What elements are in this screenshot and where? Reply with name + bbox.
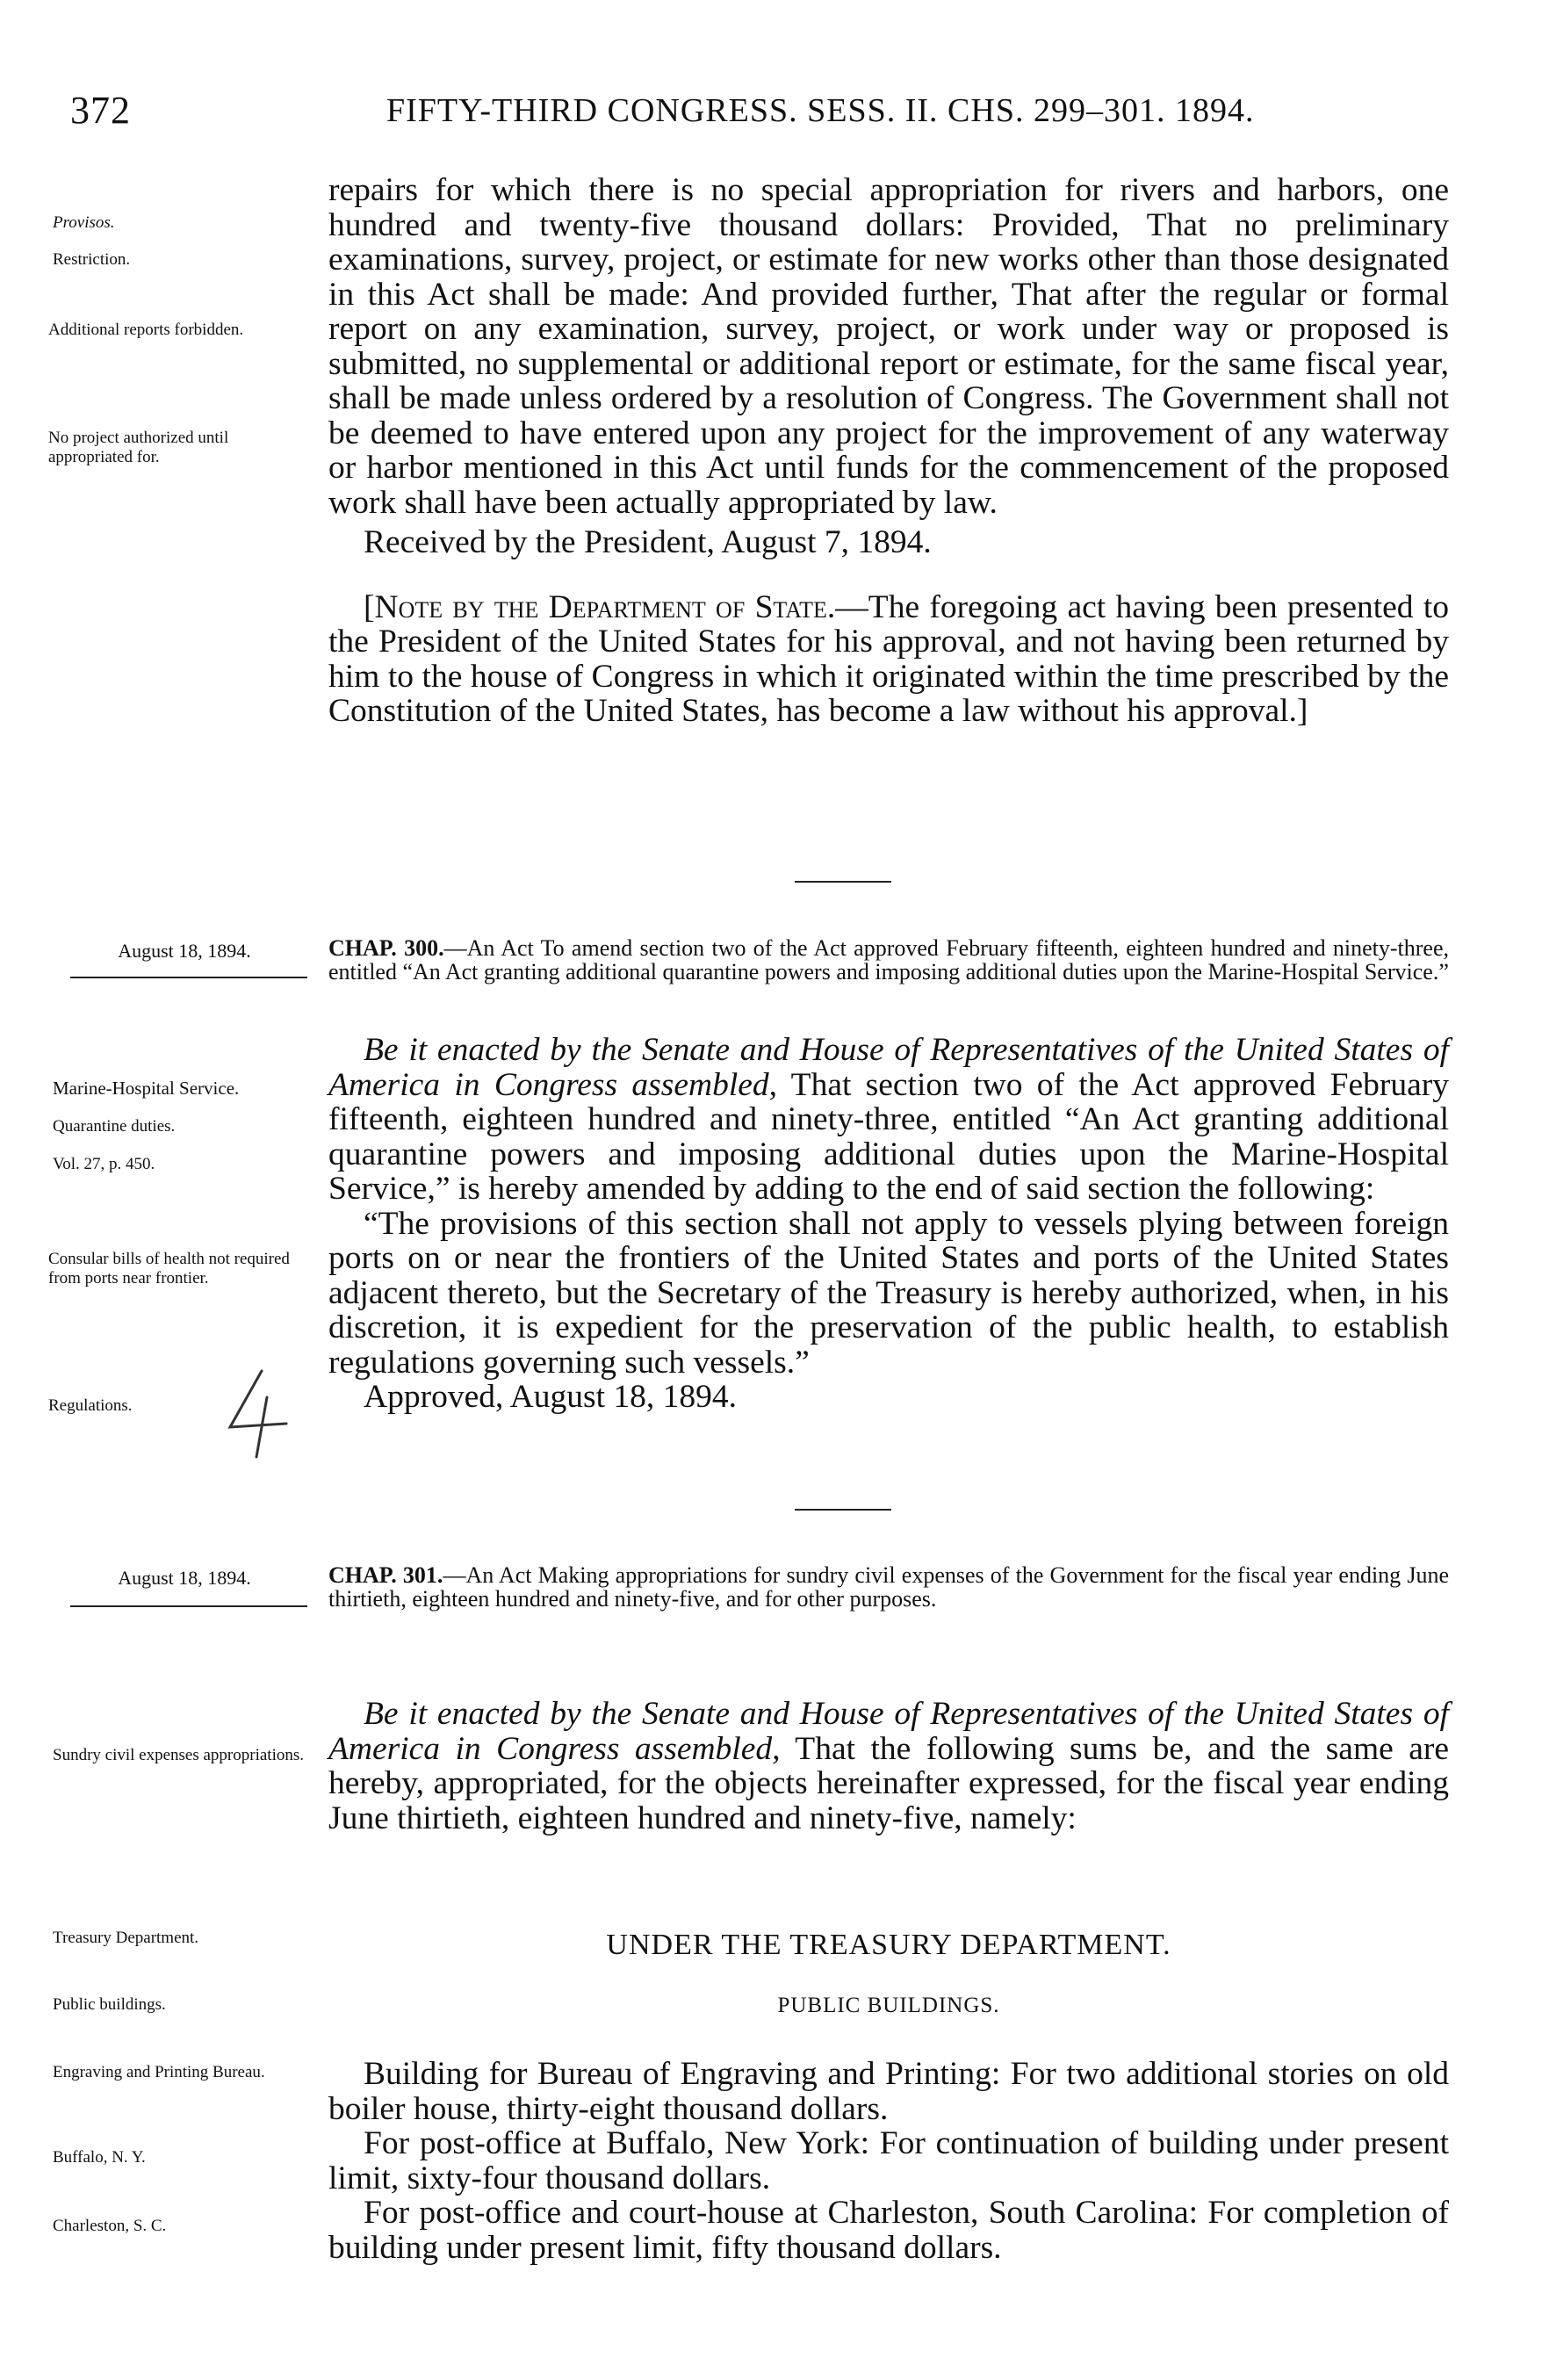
chap300-title-block [328, 936, 1449, 984]
chap299-paragraph: repairs for which there is no special appropriation for rivers and harbors, one hundred and twenty-five thousand dollars: Provided, That no preliminary examinations, survey, project, or estimate for new works other than those designated in this Act shall be made: And provided further, That after the regular or formal report on any examination, survey, project, or work under way or proposed is submitted, no supplemental or additional report or estimate, for the same fiscal year, shall be made unless ordered by a resolution of Congress. The Government shall not be deemed to have entered upon any project for the improvement of any waterway or harbor mentioned in this Act until funds for the commencement of the proposed work shall have been actually appropriated by law. [328, 172, 1449, 521]
chap301-title-block [328, 1563, 1449, 1611]
running-head: FIFTY-THIRD CONGRESS. SESS. II. CHS. 299–301. 1894. [386, 92, 1255, 129]
chap301-items [328, 2057, 1449, 2265]
note-prefix: [Note by the Department of State. [364, 588, 836, 625]
chap300-body: That section two of the Act approved February fifteenth, eighteen hundred and ninety-three, entitled “An Act granting additional quarantine powers and imposing additional duties upon the Marine-Hospital Service,” is hereby amended by adding to the end of said section the following: [328, 1066, 1449, 1207]
item-buffalo: For post-office at Buffalo, New York: For continuation of building under present limit, sixty-four thousand dollars. [328, 2125, 1449, 2196]
section-divider [795, 881, 891, 883]
margin-charleston: Charleston, S. C. [53, 2217, 167, 2235]
chap300-label: CHAP. 300. [328, 935, 444, 961]
margin-restriction: Restriction. [53, 250, 131, 269]
chap300-approved: Approved, August 18, 1894. [364, 1379, 737, 1415]
section-divider-2 [795, 1509, 891, 1511]
margin-provisos: Provisos. [53, 213, 115, 232]
margin-vol-ref: Vol. 27, p. 450. [53, 1155, 155, 1173]
chap301-label: CHAP. 301. [328, 1562, 443, 1588]
chap300-text [328, 1033, 1449, 1415]
chap300-enacting-clause: Be it enacted by the Senate and House of Representatives of the United States of America in Congress assembled, [328, 1032, 1449, 1103]
chap301-text [328, 1697, 1449, 1835]
chap300-quote: “The provisions of this section shall not apply to vessels plying between foreign ports on or near the frontiers of the United States and ports of the United States adjacent thereto, but the Secretary of the Treasury is hereby authorized, when, in his discretion, it is expedient for the preservation of the public health, to establish regulations governing such vessels.” [328, 1205, 1449, 1381]
chap299-end [328, 173, 1449, 729]
received-line: Received by the President, August 7, 1894. [364, 524, 932, 560]
margin-marine-hospital: Marine-Hospital Service. [53, 1078, 240, 1099]
item-engraving-printing: Building for Bureau of Engraving and Printing: For two additional stories on old boiler house, thirty-eight thousand dollars. [328, 2056, 1449, 2127]
margin-quarantine: Quarantine duties. [53, 1117, 176, 1136]
margin-date-chap301: August 18, 1894. [118, 1567, 251, 1589]
margin-date-chap300: August 18, 1894. [118, 940, 251, 962]
date-rule-chap300 [70, 977, 307, 978]
margin-sundry-civil: Sundry civil expenses appropriations. [53, 1746, 305, 1764]
margin-regulations: Regulations. [48, 1396, 133, 1415]
heading-public-buildings: PUBLIC BUILDINGS. [777, 1994, 1000, 2017]
chap301-body: That the following sums be, and the same are hereby, appropriated, for the objects hereinafter expressed, for the fiscal year ending June thirtieth, eighteen hundred and ninety-five, namely: [328, 1730, 1450, 1836]
item-charleston: For post-office and court-house at Charleston, South Carolina: For completion of building under present limit, fifty thousand dollars. [328, 2195, 1449, 2266]
margin-engraving: Engraving and Printing Bureau. [53, 2063, 265, 2081]
handwritten-mark-four [218, 1366, 297, 1462]
margin-buffalo: Buffalo, N. Y. [53, 2148, 146, 2167]
margin-treasury-dept: Treasury Department. [53, 1929, 199, 1947]
margin-no-project: No project authorized until appropriated for. [48, 429, 229, 466]
margin-additional-reports: Additional reports forbidden. [48, 321, 244, 339]
heading-treasury-department: UNDER THE TREASURY DEPARTMENT. [606, 1929, 1171, 1961]
chap301-title: —An Act Making appropriations for sundry civil expenses of the Government for the fiscal year ending June thirtieth, eighteen hundred and ninety-five, and for other purposes. [328, 1562, 1449, 1612]
chap301-enacting-clause: Be it enacted by the Senate and House of Representatives of the United States of America in Congress assembled, [328, 1696, 1449, 1767]
state-department-note [328, 590, 1449, 729]
page-number: 372 [70, 89, 131, 132]
margin-public-buildings: Public buildings. [53, 1995, 166, 2014]
running-header [70, 88, 1475, 141]
date-rule-chap301 [70, 1605, 307, 1607]
margin-consular-bills: Consular bills of health not required from ports near frontier. [48, 1250, 290, 1287]
note-body: —The foregoing act having been presented to the President of the United States for his approval, and not having been returned by him to the house of Congress in which it originated within the time prescribed by the Constitution of the United States, has become a law without his approval.] [328, 588, 1450, 729]
chap300-title: —An Act To amend section two of the Act approved February fifteenth, eighteen hundred and ninety-three, entitled “An Act granting additional quarantine powers and imposing additional duties upon the Marine-Hospital Service.” [328, 935, 1450, 984]
